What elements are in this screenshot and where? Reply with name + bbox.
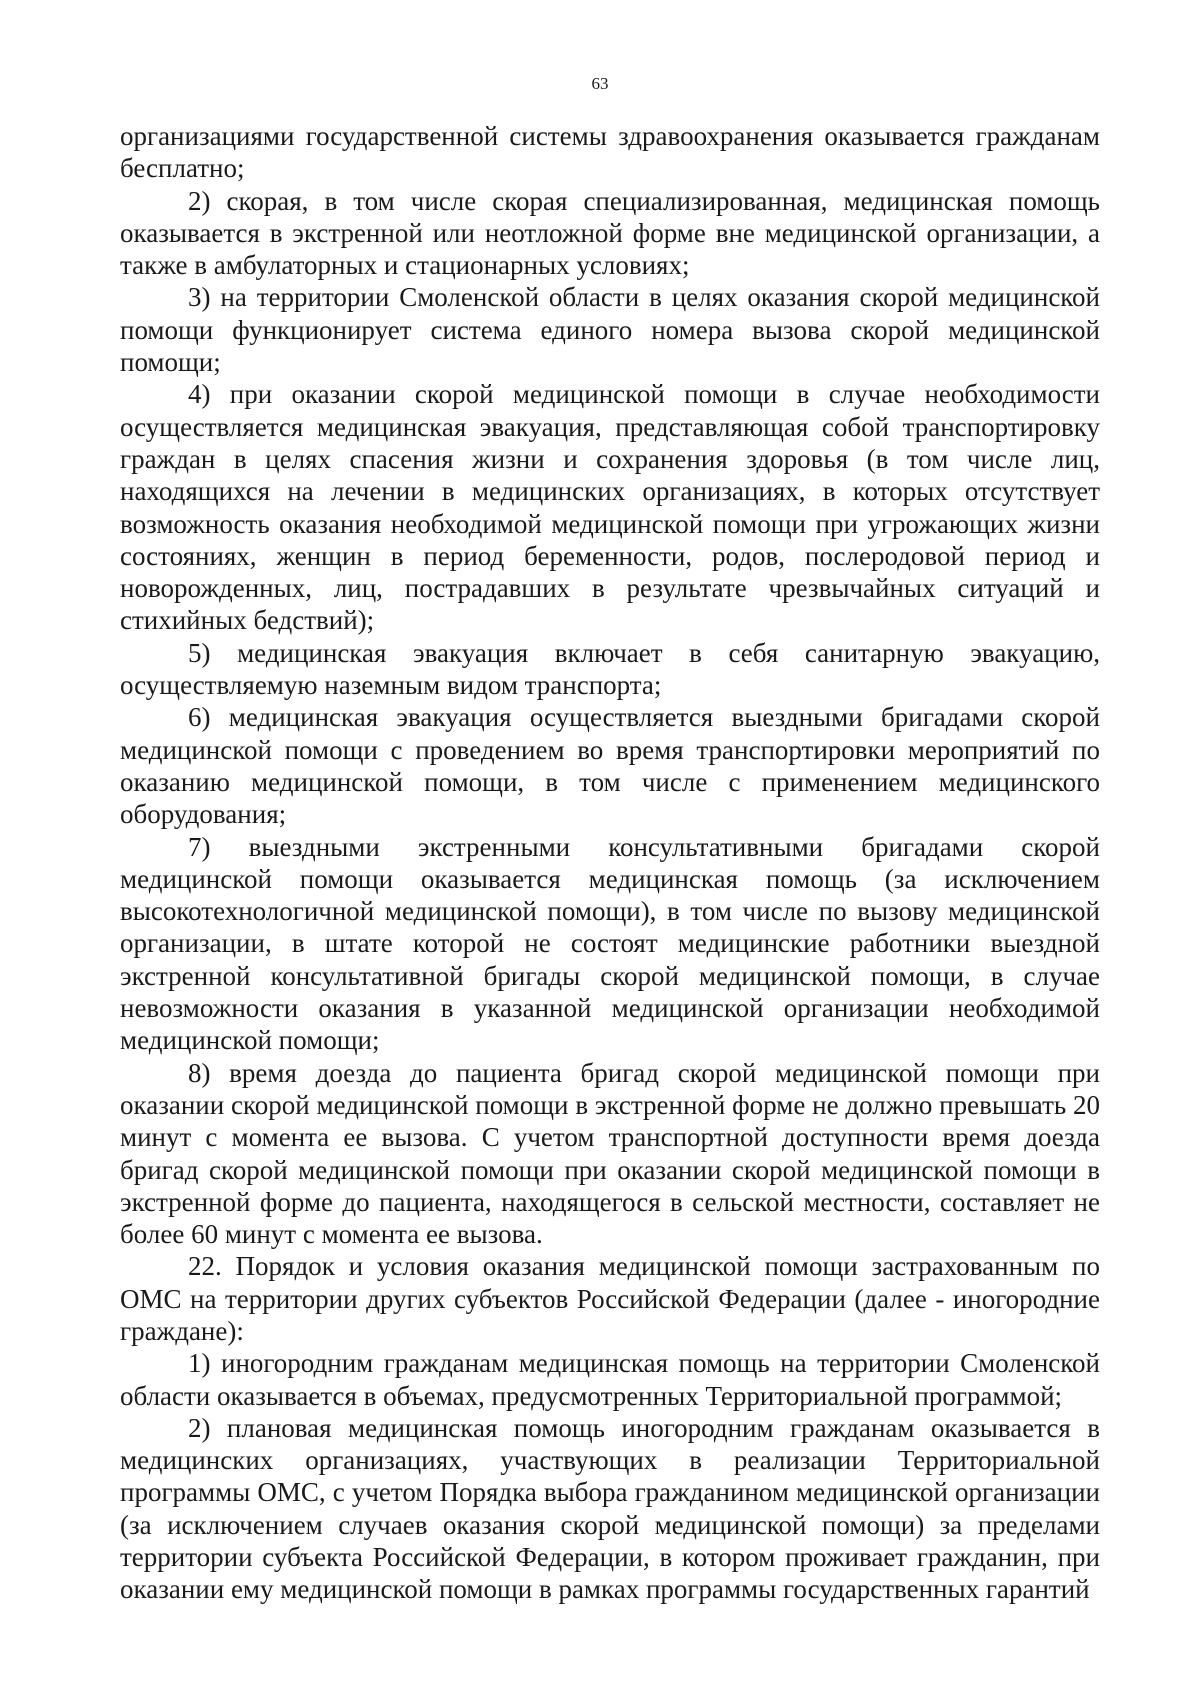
paragraph-item-3: 3) на территории Смоленской области в целях оказания скорой медицинской помощи функционирует система единого номера вызова скорой медицинской помощи; [120,282,1100,378]
page-number: 63 [591,74,609,93]
paragraph-item-4: 4) при оказании скорой медицинской помощи в случае необходимости осуществляется медицинская эвакуация, представляющая собой транспортировку граждан в целях спасения жизни и сохранения здоровья (в том числе лиц, находящихся на лечении в медицинских организациях, в которых отсутствует возможность оказания необходимой медицинской помощи при угрожающих жизни состояниях, женщин в период беременности, родов, послеродовой период и новорожденных, лиц, пострадавших в результате чрезвычайных ситуаций и стихийных бедствий); [120,379,1100,636]
paragraph-section-22-item-2: 2) плановая медицинская помощь иногородним гражданам оказывается в медицинских организациях, участвующих в реализации Территориальной программы ОМС, с учетом Порядка выбора гражданином медицинской организации (за исключением случаев оказания скорой медицинской помощи) за пределами территории субъекта Российской Федерации, в котором проживает гражданин, при оказании ему медицинской помощи в рамках программы государственных гарантий [120,1412,1100,1605]
paragraph-item-8: 8) время доезда до пациента бригад скорой медицинской помощи при оказании скорой медицинской помощи в экстренной форме не должно превышать 20 минут с момента ее вызова. С учетом транспортной доступности время доезда бригад скорой медицинской помощи при оказании скорой медицинской помощи в экстренной форме до пациента, находящегося в сельской местности, составляет не более 60 минут с момента ее вызова. [120,1057,1100,1250]
paragraph-item-2: 2) скорая, в том числе скорая специализированная, медицинская помощь оказывается в экстренной или неотложной форме вне медицинской организации, а также в амбулаторных и стационарных условиях; [120,185,1100,281]
paragraph-item-7: 7) выездными экстренными консультативными бригадами скорой медицинской помощи оказывается медицинская помощь (за исключением высокотехнологичной медицинской помощи), в том числе по вызову медицинской организации, в штате которой не состоят медицинские работники выездной экстренной консультативной бригады скорой медицинской помощи, в случае невозможности оказания в указанной медицинской организации необходимой медицинской помощи; [120,831,1100,1056]
paragraph-continuation: организациями государственной системы здравоохранения оказывается гражданам бесплатно; [120,121,1100,184]
paragraph-item-5: 5) медицинская эвакуация включает в себя санитарную эвакуацию, осуществляемую наземным видом транспорта; [120,637,1100,701]
paragraph-item-6: 6) медицинская эвакуация осуществляется выездными бригадами скорой медицинской помощи с проведением во время транспортировки мероприятий по оказанию медицинской помощи, в том числе с применением медицинского оборудования; [120,702,1100,830]
paragraph-section-22-item-1: 1) иногородним гражданам медицинская помощь на территории Смоленской области оказывается в объемах, предусмотренных Территориальной программой; [120,1348,1100,1411]
document-body [120,120,1100,1606]
paragraph-section-22: 22. Порядок и условия оказания медицинской помощи застрахованным по ОМС на территории других субъектов Российской Федерации (далее - иногородние граждане): [120,1251,1100,1346]
